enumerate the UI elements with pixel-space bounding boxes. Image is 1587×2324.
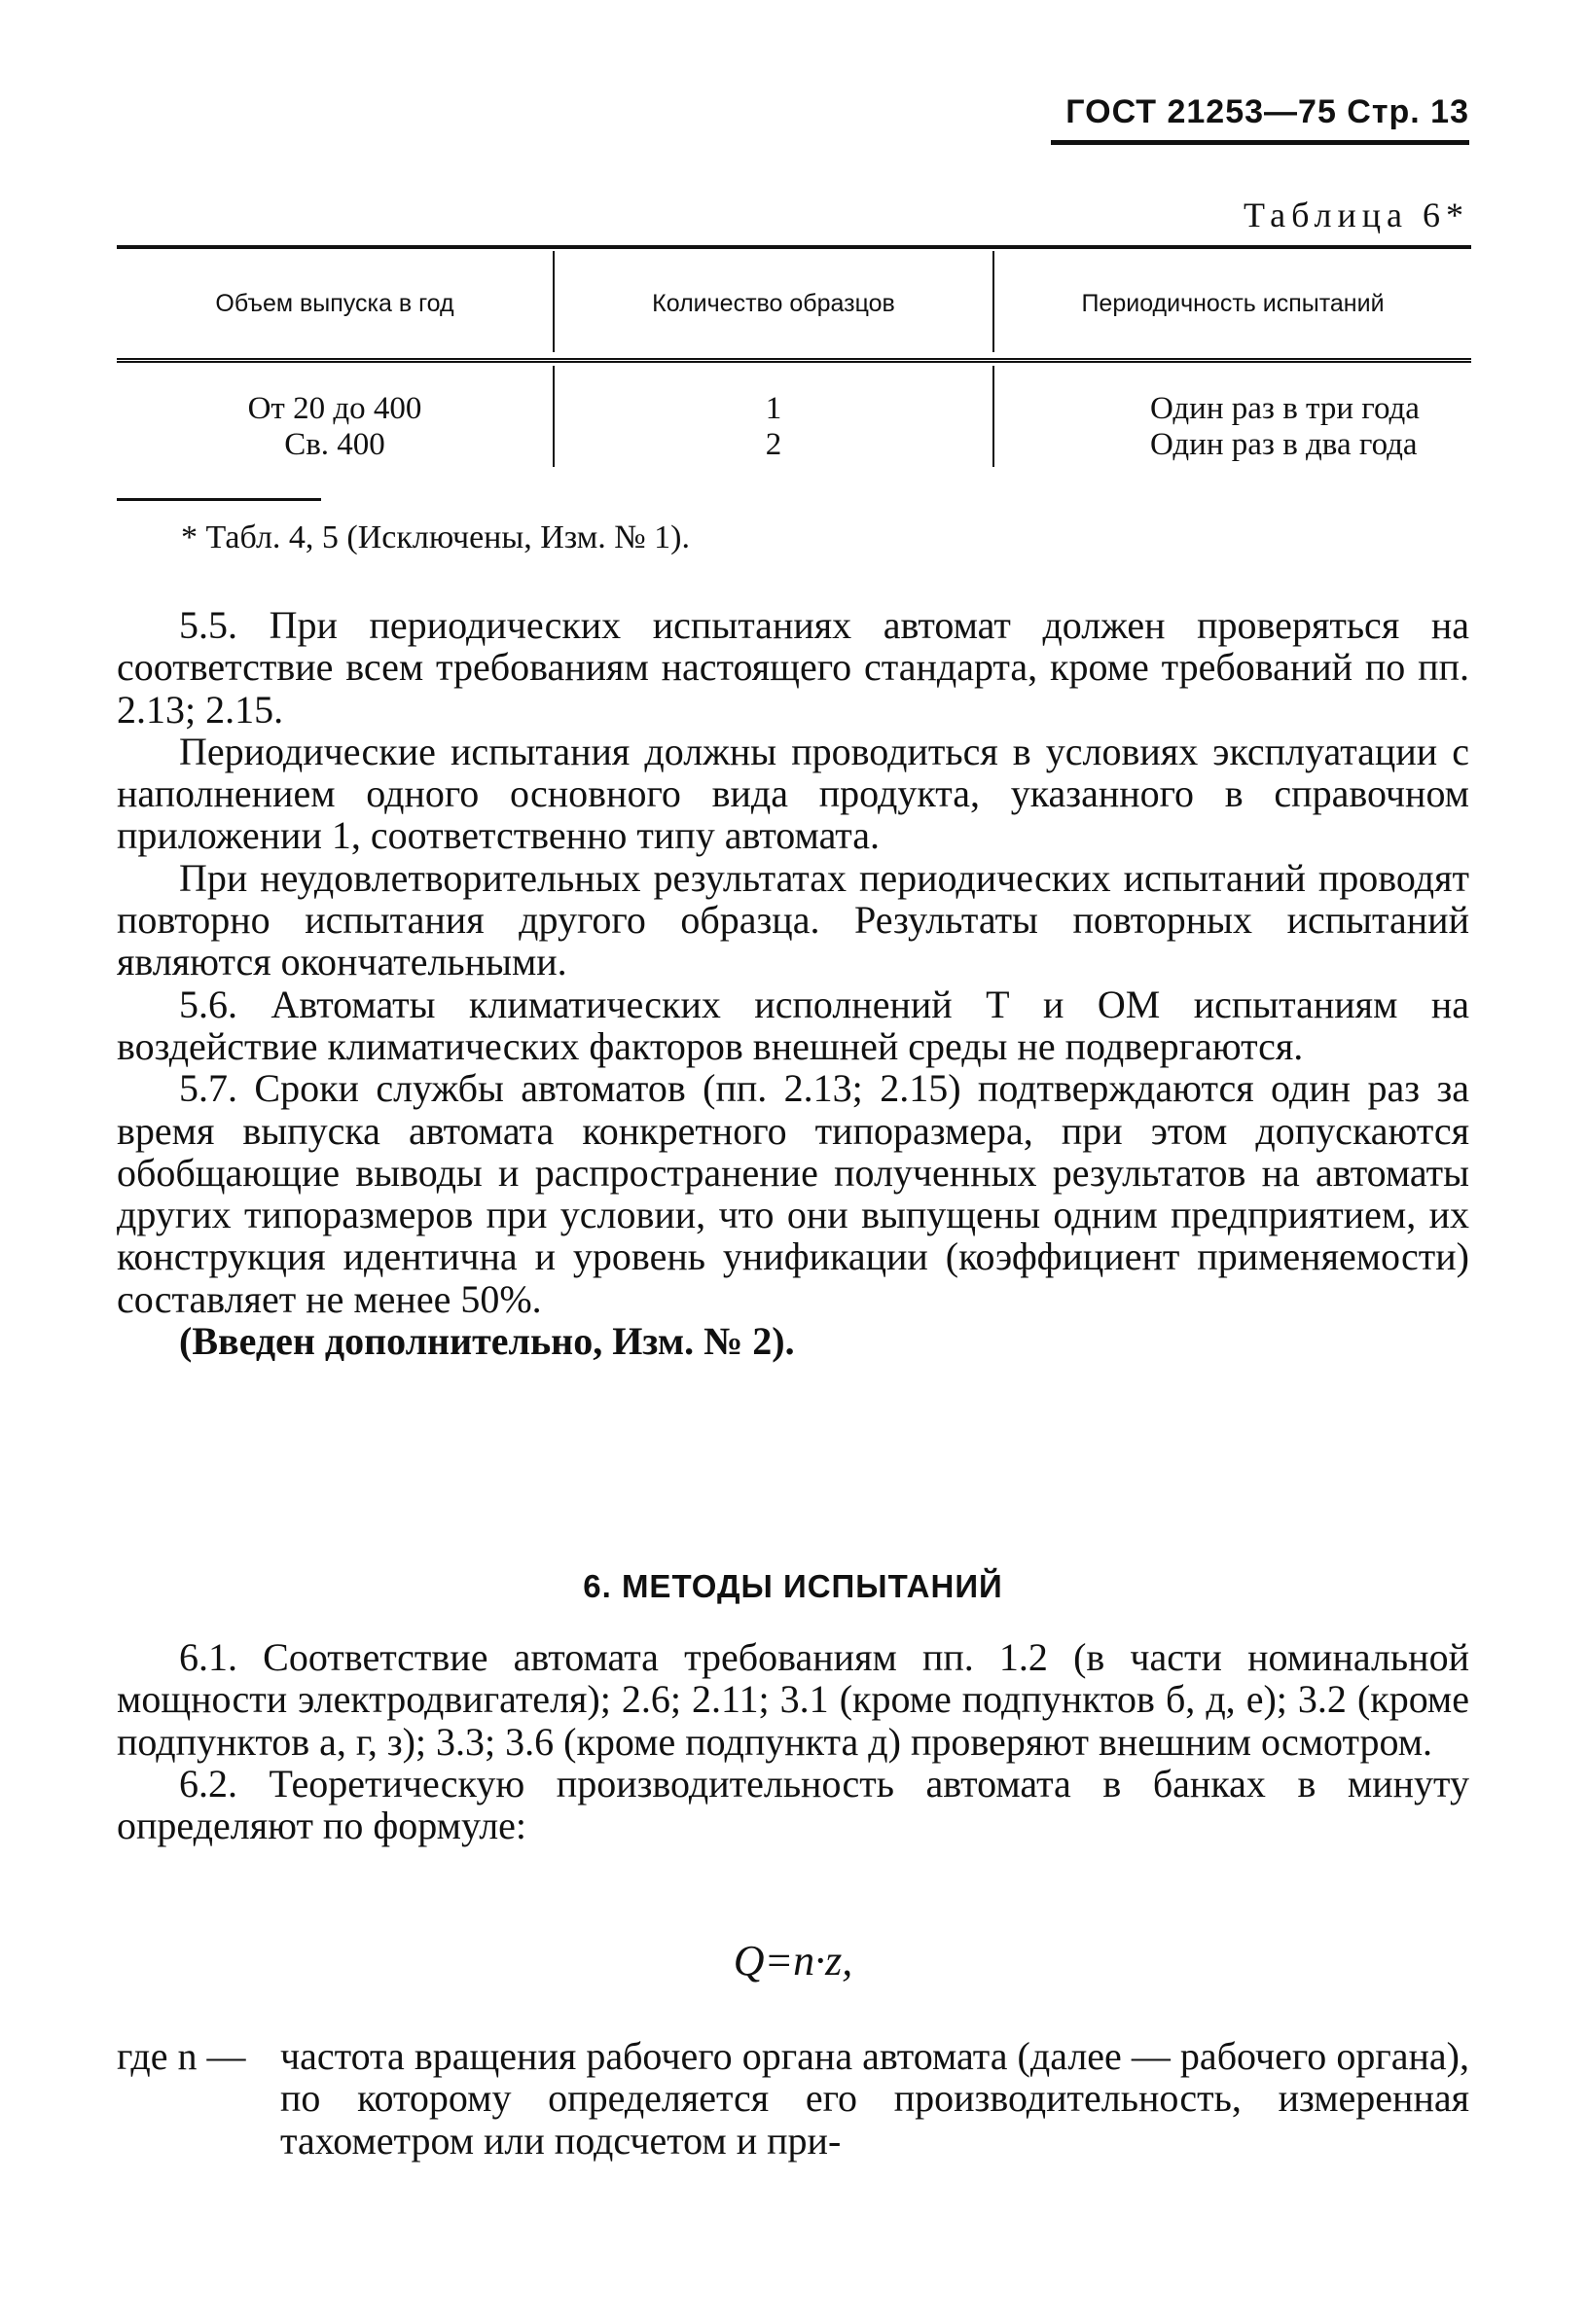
formula-legend-text	[280, 2035, 1469, 2162]
paragraph-5-6: 5.6. Автоматы климатических исполнений Т и ОМ испытаниям на воздействие климатических факторов внешней среды не подвергаются.	[117, 982, 1469, 1068]
paragraph-5-5: 5.5. При периодических испытаниях автомат должен проверяться на соответствие всем требованиям настоящего стандарта, кроме требований по пп. 2.13; 2.15.	[117, 603, 1469, 732]
section-6-text	[117, 1636, 1469, 1846]
column-header-volume: Объем выпуска в год	[215, 290, 454, 317]
cell-samples-line: 2	[765, 427, 782, 462]
amendment-note: (Введен дополнительно, Изм. № 2).	[179, 1319, 795, 1364]
table-header-row	[117, 255, 1471, 352]
cell-volume-line: От 20 до 400	[247, 391, 422, 426]
table-header-rule	[117, 358, 1471, 363]
table-caption: Таблица 6*	[1244, 196, 1469, 234]
column-header-periodicity: Периодичность испытаний	[1081, 290, 1385, 317]
cell-periodicity-line: Один раз в два года	[1150, 427, 1418, 462]
section-6-heading: 6. МЕТОДЫ ИСПЫТАНИЙ	[583, 1568, 1003, 1604]
paragraph-6-2: 6.2. Теоретическую производительность автомата в банках в минуту определяют по формуле:	[117, 1761, 1469, 1848]
column-divider	[992, 251, 994, 352]
cell-samples	[555, 370, 992, 467]
paragraph-6-1: 6.1. Соответствие автомата требованиям пп. 1.2 (в части номинальной мощности электродвигателя); 2.6; 2.11; 3.1 (кроме подпунктов б, д, е); 3.2 (кроме подпунктов а, г, з); 3.3; 3.6 (кроме подпункта д) проверяют внешним осмотром.	[117, 1635, 1469, 1764]
column-divider	[992, 366, 994, 467]
paragraph-5-7: 5.7. Сроки службы автоматов (пп. 2.13; 2.15) подтверждаются один раз за время выпуска автомата конкретного типоразмера, при этом допускаются обобщающие выводы и распространение полученных результатов на автоматы других типоразмеров при условии, что они выпущены одним предприятием, их конструкция идентична и уровень унификации (коэффициент применяемости) составляет не менее 50%.	[117, 1066, 1469, 1321]
cell-volume	[117, 370, 553, 467]
table-footnote: * Табл. 4, 5 (Исключены, Изм. № 1).	[181, 519, 690, 555]
section-5-text	[117, 604, 1469, 1362]
cell-samples-line: 1	[765, 391, 782, 426]
formula-legend-definition: частота вращения рабочего органа автомата (далее — рабочего органа), по которому определяется его производительность, измеренная тахометром или подсчетом и при-	[280, 2034, 1469, 2163]
cell-periodicity-line: Один раз в три года	[1150, 391, 1420, 426]
footnote-rule	[117, 498, 321, 501]
column-header-samples: Количество образцов	[652, 290, 895, 317]
table-top-rule	[117, 245, 1471, 249]
cell-volume-line: Св. 400	[284, 427, 385, 462]
running-head: ГОСТ 21253—75 Стр. 13	[1065, 93, 1469, 130]
column-divider	[553, 366, 555, 467]
running-head-rule	[1051, 140, 1469, 145]
paragraph-periodic-conditions: Периодические испытания должны проводиться в условиях эксплуатации с наполнением одного основного вида продукта, указанного в справочном приложении 1, соответственно типу автомата.	[117, 729, 1469, 858]
cell-periodicity	[994, 370, 1471, 467]
productivity-formula: Q=n·z,	[733, 1937, 853, 1984]
paragraph-repeat-tests: При неудовлетворительных результатах периодических испытаний проводят повторно испытания другого образца. Результаты повторных испытаний являются окончательными.	[117, 855, 1469, 984]
column-divider	[553, 251, 555, 352]
table-row	[117, 370, 1471, 467]
periodic-tests-table	[117, 245, 1471, 462]
formula-legend-label: где n —	[117, 2034, 246, 2078]
